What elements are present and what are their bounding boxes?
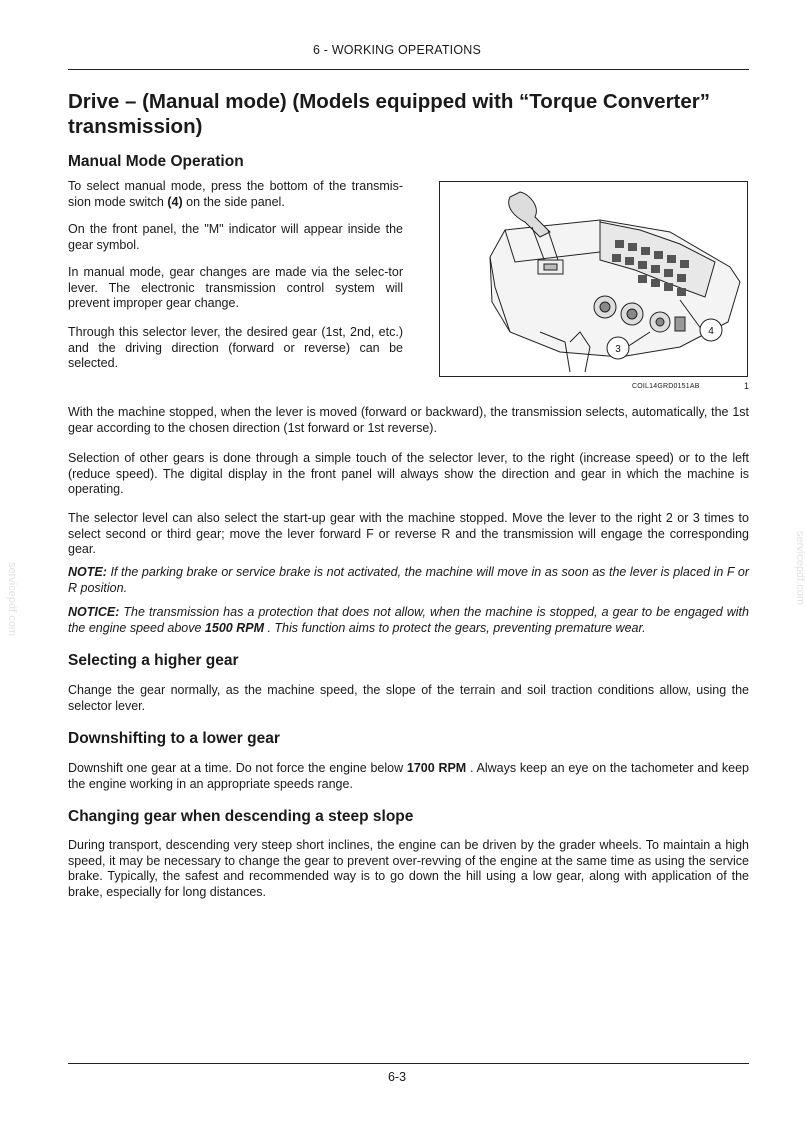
section-heading-higher-gear: Selecting a higher gear — [68, 652, 239, 669]
paragraph-m-indicator: On the front panel, the "M" indicator will appear inside the gear symbol. — [68, 222, 403, 252]
notice-text: . This function aims to protect the gears, preventing premature wear. — [263, 620, 646, 635]
rpm-value: 1500 RPM — [204, 620, 264, 635]
paragraph-other-gears: Selection of other gears is done through a simple touch of the selector lever, to the right (increase speed) or to the left (reduce speed). The digital display in the front panel will always show the direction and gear in which the machine is operating. — [68, 451, 749, 497]
notice-protection — [68, 605, 749, 636]
paragraph-startup-gear: The selector level can also select the start-up gear with the machine stopped. Move the lever to the right 2 or 3 times to select second or third gear; move the lever forward F or reverse R and the transmission will engage the corresponding gear. — [68, 511, 749, 557]
note-label: NOTE: — [68, 565, 107, 579]
paragraph-steep-slope: During transport, descending very steep short inclines, the engine can be driven by the grader wheels. To maintain a high speed, it may be necessary to change the gear to prevent over-revving of the engine at the same time as using the service brake. Typically, the safest and recommended way is to go down the hill using a low gear, along with application of the brake, especially for long distances. — [68, 838, 749, 899]
figure-transmission-panel — [439, 181, 748, 377]
text-run: on the side panel. — [182, 194, 285, 209]
paragraph-machine-stopped: With the machine stopped, when the lever is moved (forward or backward), the transmission selects, automatically, the 1st gear according to the chosen direction (1st forward or 1st reverse). — [68, 405, 749, 435]
page-title: Drive – (Manual mode) (Models equipped with “Torque Converter” transmission) — [68, 90, 711, 138]
figure-code: COIL14GRD0151AB — [632, 383, 700, 390]
text-run: Downshift one gear at a time. Do not force the engine below — [68, 761, 407, 775]
section-heading-manual-mode: Manual Mode Operation — [68, 153, 244, 170]
note-text: If the parking brake or service brake is not activated, the machine will move in as soon as the lever is placed in F or R position. — [68, 565, 749, 595]
text-run: To select manual mode, press the bottom of the transmis-sion mode switch — [68, 179, 403, 209]
paragraph-lower-gear — [68, 761, 749, 792]
switch-reference: (4) — [167, 194, 183, 209]
callout-label-3: 3 — [615, 344, 621, 355]
figure-number: 1 — [744, 381, 750, 391]
text-run: . Always keep an eye on the tachometer and keep the engine working in an appropriate speeds range. — [68, 761, 750, 791]
watermark-right: servicepdf.com — [793, 531, 806, 605]
paragraph-select-manual-mode — [68, 179, 403, 210]
notice-label: NOTICE: — [68, 605, 120, 619]
note-parking-brake — [68, 565, 749, 596]
paragraph-higher-gear: Change the gear normally, as the machine speed, the slope of the terrain and soil traction conditions allow, using the selector lever. — [68, 683, 749, 713]
rpm-value: 1700 RPM — [406, 761, 467, 775]
section-heading-lower-gear: Downshifting to a lower gear — [68, 730, 280, 747]
paragraph-selector-lever: Through this selector lever, the desired gear (1st, 2nd, etc.) and the driving direction (forward or reverse) can be selected. — [68, 325, 403, 371]
section-heading-steep-slope: Changing gear when descending a steep slope — [68, 808, 414, 825]
footer-rule — [68, 1063, 749, 1064]
paragraph-gear-changes: In manual mode, gear changes are made via the selec-tor lever. The electronic transmission control system will prevent improper gear change. — [68, 265, 403, 311]
panel-illustration — [440, 182, 747, 376]
header-rule — [68, 69, 749, 70]
callout-label-4: 4 — [708, 326, 714, 337]
watermark-left: servicepdf.com — [6, 562, 18, 636]
notice-text: The transmission has a protection that does not allow, when the machine is stopped, a gear to be engaged with the engine speed above — [68, 605, 749, 635]
page-number: 6-3 — [387, 1070, 407, 1084]
running-header: 6 - WORKING OPERATIONS — [312, 43, 482, 57]
